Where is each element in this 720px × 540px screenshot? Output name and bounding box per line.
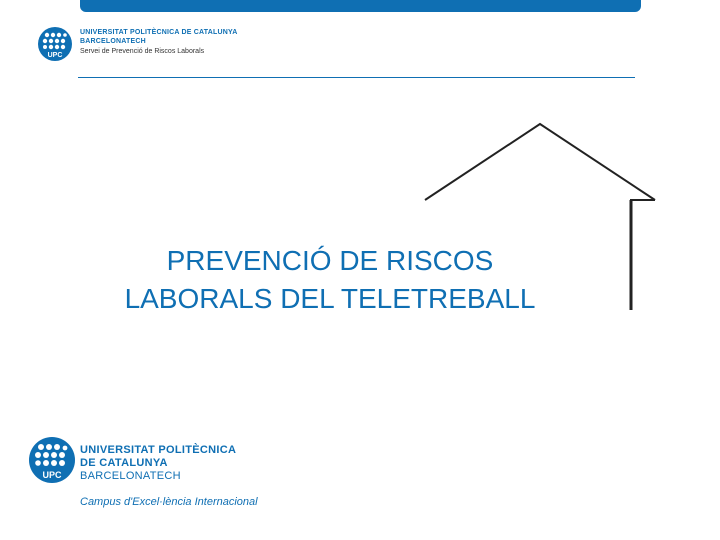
upc-logo-large — [29, 437, 75, 488]
header-org-line1: UNIVERSITAT POLITÈCNICA DE CATALUNYA — [80, 29, 238, 36]
upc-logo-small — [38, 27, 72, 66]
footer-org-line2: DE CATALUNYA — [80, 457, 168, 469]
upc-logo-large-text: UPC — [42, 470, 62, 480]
header-divider — [78, 77, 635, 78]
slide-title-line2: LABORALS DEL TELETREBALL — [124, 283, 536, 314]
slide-title-line1: PREVENCIÓ DE RISCOS — [166, 245, 494, 276]
footer-org-line1: UNIVERSITAT POLITÈCNICA — [80, 444, 237, 456]
footer-org-line3: BARCELONATECH — [80, 470, 181, 482]
top-accent-bar — [80, 0, 641, 12]
header-service-name: Servei de Prevenció de Riscos Laborals — [80, 48, 205, 55]
slide-title — [60, 242, 600, 318]
campus-tagline: Campus d'Excel·lència Internacional — [80, 496, 258, 508]
header-org-line2: BARCELONATECH — [80, 38, 146, 45]
upc-logo-text: UPC — [47, 52, 63, 59]
